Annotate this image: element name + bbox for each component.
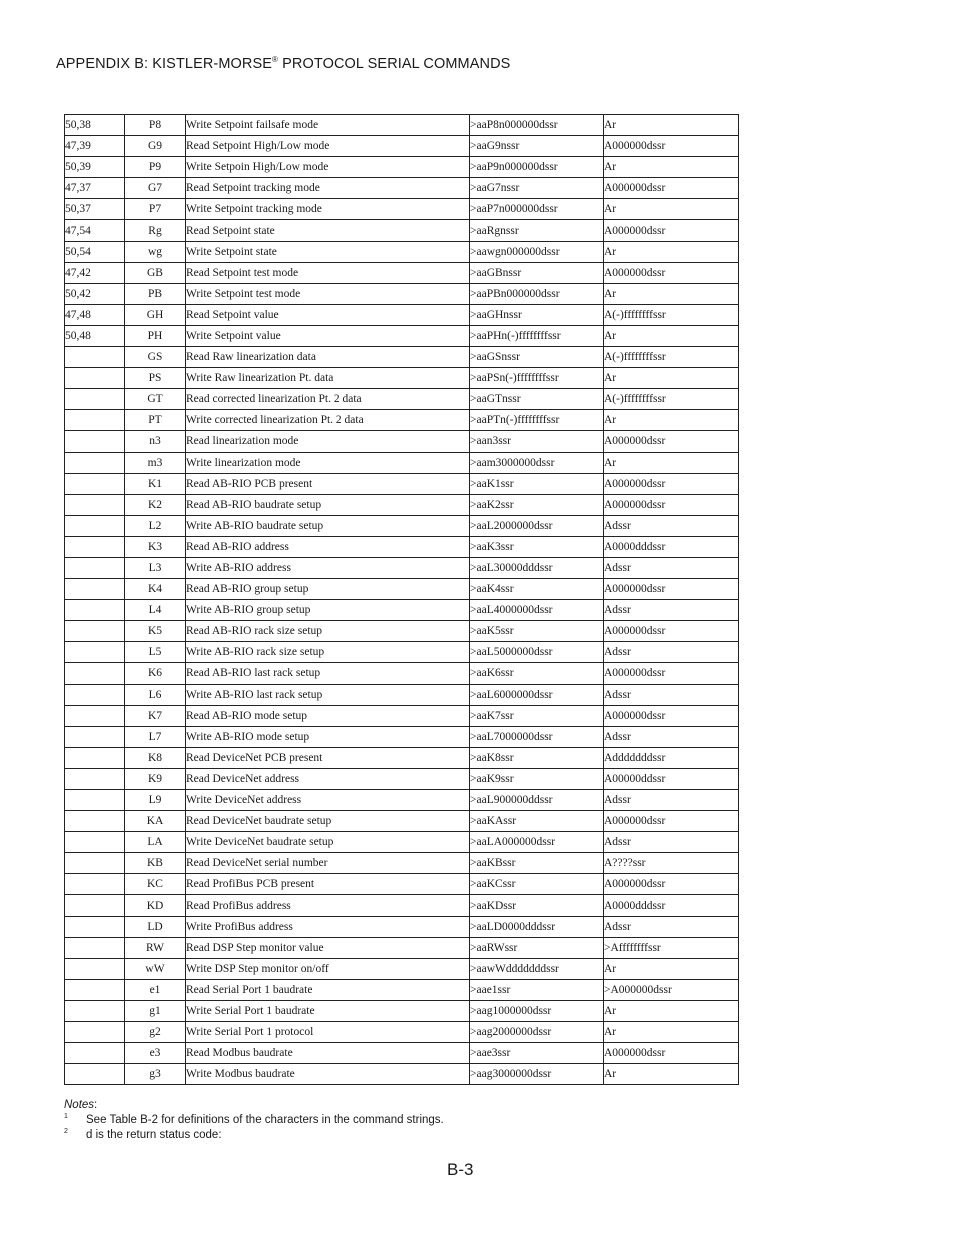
description-cell: Read linearization mode <box>186 431 470 452</box>
response-cell: A000000dssr <box>604 473 739 494</box>
register-cell: 47,54 <box>65 220 125 241</box>
description-cell: Write DeviceNet baudrate setup <box>186 832 470 853</box>
command-code-cell: P8 <box>125 115 186 136</box>
register-cell <box>65 663 125 684</box>
table-row <box>65 241 739 262</box>
command-code-cell: K4 <box>125 579 186 600</box>
response-cell: >A000000dssr <box>604 979 739 1000</box>
table-row <box>65 452 739 473</box>
response-cell: A000000dssr <box>604 494 739 515</box>
command-code-cell: wW <box>125 958 186 979</box>
description-cell: Read Setpoint High/Low mode <box>186 136 470 157</box>
register-cell <box>65 452 125 473</box>
command-string-cell: >aag3000000dssr <box>470 1064 604 1085</box>
command-string-cell: >aaLA000000dssr <box>470 832 604 853</box>
table-row <box>65 368 739 389</box>
description-cell: Read Setpoint value <box>186 304 470 325</box>
description-cell: Write AB-RIO last rack setup <box>186 684 470 705</box>
command-string-cell: >aaPTn(-)ffffffffssr <box>470 410 604 431</box>
note-text: See Table B-2 for definitions of the characters in the command strings. <box>86 1114 444 1126</box>
command-code-cell: L2 <box>125 515 186 536</box>
table-row <box>65 431 739 452</box>
command-code-cell: K8 <box>125 747 186 768</box>
table-row <box>65 1000 739 1021</box>
table-row <box>65 642 739 663</box>
command-string-cell: >aaGBnssr <box>470 262 604 283</box>
command-code-cell: KA <box>125 811 186 832</box>
table-row <box>65 621 739 642</box>
description-cell: Read Raw linearization data <box>186 347 470 368</box>
response-cell: A000000dssr <box>604 262 739 283</box>
description-cell: Read Setpoint test mode <box>186 262 470 283</box>
register-cell <box>65 1043 125 1064</box>
command-string-cell: >aag1000000dssr <box>470 1000 604 1021</box>
response-cell: A000000dssr <box>604 705 739 726</box>
register-cell: 50,38 <box>65 115 125 136</box>
description-cell: Read AB-RIO rack size setup <box>186 621 470 642</box>
response-cell: Ar <box>604 452 739 473</box>
table-row <box>65 136 739 157</box>
table-row <box>65 1043 739 1064</box>
command-code-cell: K7 <box>125 705 186 726</box>
table-row <box>65 515 739 536</box>
command-string-cell: >aaL6000000dssr <box>470 684 604 705</box>
notes-title-colon: : <box>94 1099 98 1111</box>
response-cell: Ar <box>604 1000 739 1021</box>
register-cell <box>65 811 125 832</box>
table-row <box>65 347 739 368</box>
notes <box>64 1098 444 1143</box>
response-cell: Ar <box>604 283 739 304</box>
command-code-cell: GS <box>125 347 186 368</box>
command-string-cell: >aaGHnssr <box>470 304 604 325</box>
table-row <box>65 768 739 789</box>
table-row <box>65 220 739 241</box>
header-title-rest: PROTOCOL SERIAL COMMANDS <box>278 55 511 72</box>
command-code-cell: K3 <box>125 536 186 557</box>
command-string-cell: >aaPSn(-)ffffffffssr <box>470 368 604 389</box>
register-cell <box>65 874 125 895</box>
response-cell: Ar <box>604 199 739 220</box>
table-row <box>65 916 739 937</box>
command-string-cell: >aaRWssr <box>470 937 604 958</box>
table-row <box>65 473 739 494</box>
table-row <box>65 304 739 325</box>
table-row <box>65 1064 739 1085</box>
command-code-cell: KC <box>125 874 186 895</box>
command-string-cell: >aaG7nssr <box>470 178 604 199</box>
command-code-cell: G7 <box>125 178 186 199</box>
register-cell <box>65 410 125 431</box>
command-string-cell: >aawWdddddddssr <box>470 958 604 979</box>
response-cell: Adssr <box>604 790 739 811</box>
description-cell: Read DSP Step monitor value <box>186 937 470 958</box>
description-cell: Read DeviceNet baudrate setup <box>186 811 470 832</box>
command-code-cell: e1 <box>125 979 186 1000</box>
command-table <box>64 114 739 1085</box>
command-code-cell: GH <box>125 304 186 325</box>
table-row <box>65 832 739 853</box>
register-cell <box>65 368 125 389</box>
command-code-cell: P7 <box>125 199 186 220</box>
command-code-cell: KD <box>125 895 186 916</box>
table-row <box>65 663 739 684</box>
register-cell <box>65 473 125 494</box>
register-cell <box>65 895 125 916</box>
command-string-cell: >aaK7ssr <box>470 705 604 726</box>
response-cell: A0000dddssr <box>604 895 739 916</box>
description-cell: Read Setpoint state <box>186 220 470 241</box>
register-cell <box>65 1022 125 1043</box>
command-string-cell: >aaPHn(-)ffffffffssr <box>470 325 604 346</box>
command-code-cell: KB <box>125 853 186 874</box>
description-cell: Read DeviceNet address <box>186 768 470 789</box>
response-cell: Adddddddssr <box>604 747 739 768</box>
command-code-cell: RW <box>125 937 186 958</box>
command-string-cell: >aaG9nssr <box>470 136 604 157</box>
response-cell: Adssr <box>604 557 739 578</box>
description-cell: Write Setpoint tracking mode <box>186 199 470 220</box>
command-string-cell: >aae1ssr <box>470 979 604 1000</box>
register-cell <box>65 579 125 600</box>
register-cell: 50,54 <box>65 241 125 262</box>
table-row <box>65 684 739 705</box>
command-string-cell: >aaK5ssr <box>470 621 604 642</box>
command-string-cell: >aaLD0000dddssr <box>470 916 604 937</box>
command-code-cell: LA <box>125 832 186 853</box>
table-row <box>65 874 739 895</box>
command-string-cell: >aaRgnssr <box>470 220 604 241</box>
description-cell: Write Setpoint state <box>186 241 470 262</box>
table-row <box>65 283 739 304</box>
table-row <box>65 325 739 346</box>
description-cell: Write DSP Step monitor on/off <box>186 958 470 979</box>
register-cell: 50,37 <box>65 199 125 220</box>
response-cell: A0000dddssr <box>604 536 739 557</box>
description-cell: Read AB-RIO address <box>186 536 470 557</box>
table-row <box>65 705 739 726</box>
register-cell <box>65 958 125 979</box>
register-cell: 50,42 <box>65 283 125 304</box>
description-cell: Write Setpoint failsafe mode <box>186 115 470 136</box>
table-row <box>65 410 739 431</box>
description-cell: Read AB-RIO last rack setup <box>186 663 470 684</box>
command-code-cell: PB <box>125 283 186 304</box>
command-code-cell: g2 <box>125 1022 186 1043</box>
command-code-cell: L5 <box>125 642 186 663</box>
register-cell <box>65 684 125 705</box>
command-string-cell: >aaKCssr <box>470 874 604 895</box>
command-string-cell: >aaL30000dddssr <box>470 557 604 578</box>
description-cell: Read AB-RIO baudrate setup <box>186 494 470 515</box>
command-code-cell: L4 <box>125 600 186 621</box>
registered-mark: ® <box>272 55 279 64</box>
command-string-cell: >aam3000000dssr <box>470 452 604 473</box>
command-string-cell: >aaKBssr <box>470 853 604 874</box>
command-string-cell: >aaK8ssr <box>470 747 604 768</box>
command-string-cell: >aaK9ssr <box>470 768 604 789</box>
description-cell: Read Modbus baudrate <box>186 1043 470 1064</box>
note-item <box>64 1113 444 1128</box>
response-cell: A000000dssr <box>604 431 739 452</box>
table-row <box>65 979 739 1000</box>
register-cell <box>65 1000 125 1021</box>
register-cell <box>65 705 125 726</box>
register-cell <box>65 790 125 811</box>
description-cell: Write Setpoint value <box>186 325 470 346</box>
description-cell: Read Setpoint tracking mode <box>186 178 470 199</box>
response-cell: A000000dssr <box>604 220 739 241</box>
response-cell: A000000dssr <box>604 1043 739 1064</box>
table-row <box>65 115 739 136</box>
response-cell: Ar <box>604 1022 739 1043</box>
response-cell: Ar <box>604 368 739 389</box>
command-string-cell: >aaL900000ddssr <box>470 790 604 811</box>
command-string-cell: >aaK3ssr <box>470 536 604 557</box>
command-code-cell: n3 <box>125 431 186 452</box>
command-string-cell: >aaP9n000000dssr <box>470 157 604 178</box>
response-cell: A000000dssr <box>604 178 739 199</box>
response-cell: Ar <box>604 325 739 346</box>
description-cell: Write Setpoin High/Low mode <box>186 157 470 178</box>
command-code-cell: L9 <box>125 790 186 811</box>
response-cell: Ar <box>604 410 739 431</box>
command-code-cell: m3 <box>125 452 186 473</box>
command-code-cell: PT <box>125 410 186 431</box>
response-cell: A000000dssr <box>604 579 739 600</box>
table-row <box>65 600 739 621</box>
table-row <box>65 389 739 410</box>
command-code-cell: L6 <box>125 684 186 705</box>
register-cell <box>65 557 125 578</box>
description-cell: Write AB-RIO group setup <box>186 600 470 621</box>
description-cell: Read AB-RIO PCB present <box>186 473 470 494</box>
page-header <box>56 55 510 72</box>
description-cell: Read AB-RIO mode setup <box>186 705 470 726</box>
command-string-cell: >aaP7n000000dssr <box>470 199 604 220</box>
response-cell: Adssr <box>604 642 739 663</box>
command-string-cell: >aaL2000000dssr <box>470 515 604 536</box>
register-cell <box>65 726 125 747</box>
table-row <box>65 747 739 768</box>
register-cell: 47,42 <box>65 262 125 283</box>
command-code-cell: K2 <box>125 494 186 515</box>
response-cell: Ar <box>604 958 739 979</box>
register-cell <box>65 916 125 937</box>
description-cell: Read ProfiBus address <box>186 895 470 916</box>
description-cell: Read corrected linearization Pt. 2 data <box>186 389 470 410</box>
response-cell: A00000ddssr <box>604 768 739 789</box>
command-code-cell: wg <box>125 241 186 262</box>
register-cell <box>65 747 125 768</box>
response-cell: A000000dssr <box>604 621 739 642</box>
command-code-cell: K6 <box>125 663 186 684</box>
register-cell: 50,39 <box>65 157 125 178</box>
table-row <box>65 262 739 283</box>
response-cell: A????ssr <box>604 853 739 874</box>
response-cell: Adssr <box>604 726 739 747</box>
command-table-body <box>65 115 739 1085</box>
command-code-cell: K1 <box>125 473 186 494</box>
command-code-cell: LD <box>125 916 186 937</box>
description-cell: Write Serial Port 1 protocol <box>186 1022 470 1043</box>
command-code-cell: GT <box>125 389 186 410</box>
command-string-cell: >aae3ssr <box>470 1043 604 1064</box>
register-cell: 50,48 <box>65 325 125 346</box>
description-cell: Write AB-RIO baudrate setup <box>186 515 470 536</box>
command-string-cell: >aaK6ssr <box>470 663 604 684</box>
command-code-cell: g3 <box>125 1064 186 1085</box>
register-cell <box>65 536 125 557</box>
command-string-cell: >aaL4000000dssr <box>470 600 604 621</box>
table-row <box>65 199 739 220</box>
command-string-cell: >aaKAssr <box>470 811 604 832</box>
description-cell: Write Serial Port 1 baudrate <box>186 1000 470 1021</box>
table-row <box>65 811 739 832</box>
description-cell: Write Raw linearization Pt. data <box>186 368 470 389</box>
description-cell: Write AB-RIO address <box>186 557 470 578</box>
response-cell: Adssr <box>604 916 739 937</box>
command-string-cell: >aaP8n000000dssr <box>470 115 604 136</box>
description-cell: Read ProfiBus PCB present <box>186 874 470 895</box>
register-cell: 47,48 <box>65 304 125 325</box>
command-code-cell: K5 <box>125 621 186 642</box>
description-cell: Write corrected linearization Pt. 2 data <box>186 410 470 431</box>
response-cell: A(-)ffffffffssr <box>604 304 739 325</box>
command-code-cell: L7 <box>125 726 186 747</box>
header-title: APPENDIX B: KISTLER-MORSE <box>56 55 273 72</box>
table-row <box>65 157 739 178</box>
table-row <box>65 536 739 557</box>
response-cell: A000000dssr <box>604 811 739 832</box>
note-marker: 2 <box>64 1128 68 1135</box>
command-string-cell: >aaGTnssr <box>470 389 604 410</box>
command-string-cell: >aaL7000000dssr <box>470 726 604 747</box>
description-cell: Write AB-RIO rack size setup <box>186 642 470 663</box>
page-number: B-3 <box>447 1160 474 1179</box>
table-row <box>65 494 739 515</box>
table-row <box>65 178 739 199</box>
command-string-cell: >aawgn000000dssr <box>470 241 604 262</box>
description-cell: Write AB-RIO mode setup <box>186 726 470 747</box>
note-marker: 1 <box>64 1113 68 1120</box>
command-string-cell: >aag2000000dssr <box>470 1022 604 1043</box>
command-code-cell: g1 <box>125 1000 186 1021</box>
description-cell: Read AB-RIO group setup <box>186 579 470 600</box>
command-code-cell: P9 <box>125 157 186 178</box>
command-code-cell: e3 <box>125 1043 186 1064</box>
response-cell: >Affffffffssr <box>604 937 739 958</box>
response-cell: Adssr <box>604 832 739 853</box>
response-cell: A000000dssr <box>604 663 739 684</box>
register-cell <box>65 621 125 642</box>
command-string-cell: >aaGSnssr <box>470 347 604 368</box>
response-cell: A(-)ffffffffssr <box>604 347 739 368</box>
register-cell <box>65 979 125 1000</box>
register-cell <box>65 768 125 789</box>
command-string-cell: >aaK4ssr <box>470 579 604 600</box>
response-cell: Adssr <box>604 515 739 536</box>
command-string-cell: >aaL5000000dssr <box>470 642 604 663</box>
command-string-cell: >aaK1ssr <box>470 473 604 494</box>
command-code-cell: K9 <box>125 768 186 789</box>
notes-title: Notes <box>64 1099 95 1111</box>
command-code-cell: PH <box>125 325 186 346</box>
description-cell: Write DeviceNet address <box>186 790 470 811</box>
register-cell <box>65 937 125 958</box>
register-cell <box>65 832 125 853</box>
table-row <box>65 726 739 747</box>
response-cell: A000000dssr <box>604 136 739 157</box>
register-cell <box>65 853 125 874</box>
description-cell: Read DeviceNet PCB present <box>186 747 470 768</box>
response-cell: Adssr <box>604 684 739 705</box>
command-string-cell: >aaPBn000000dssr <box>470 283 604 304</box>
description-cell: Write Setpoint test mode <box>186 283 470 304</box>
table-row <box>65 1022 739 1043</box>
command-string-cell: >aaK2ssr <box>470 494 604 515</box>
register-cell <box>65 515 125 536</box>
response-cell: Ar <box>604 115 739 136</box>
register-cell: 47,37 <box>65 178 125 199</box>
command-code-cell: PS <box>125 368 186 389</box>
response-cell: Ar <box>604 1064 739 1085</box>
note-item <box>64 1128 444 1143</box>
register-cell <box>65 347 125 368</box>
register-cell <box>65 600 125 621</box>
response-cell: A000000dssr <box>604 874 739 895</box>
register-cell <box>65 1064 125 1085</box>
table-row <box>65 790 739 811</box>
command-code-cell: GB <box>125 262 186 283</box>
response-cell: Ar <box>604 241 739 262</box>
command-code-cell: L3 <box>125 557 186 578</box>
response-cell: Adssr <box>604 600 739 621</box>
table-row <box>65 579 739 600</box>
response-cell: A(-)ffffffffssr <box>604 389 739 410</box>
table-row <box>65 557 739 578</box>
command-string-cell: >aan3ssr <box>470 431 604 452</box>
register-cell <box>65 389 125 410</box>
command-code-cell: Rg <box>125 220 186 241</box>
register-cell <box>65 494 125 515</box>
description-cell: Read Serial Port 1 baudrate <box>186 979 470 1000</box>
register-cell: 47,39 <box>65 136 125 157</box>
command-code-cell: G9 <box>125 136 186 157</box>
table-row <box>65 895 739 916</box>
table-row <box>65 937 739 958</box>
table-row <box>65 853 739 874</box>
description-cell: Write ProfiBus address <box>186 916 470 937</box>
response-cell: Ar <box>604 157 739 178</box>
description-cell: Write linearization mode <box>186 452 470 473</box>
register-cell <box>65 642 125 663</box>
command-string-cell: >aaKDssr <box>470 895 604 916</box>
table-row <box>65 958 739 979</box>
note-text: d is the return status code: <box>86 1129 222 1141</box>
description-cell: Read DeviceNet serial number <box>186 853 470 874</box>
description-cell: Write Modbus baudrate <box>186 1064 470 1085</box>
register-cell <box>65 431 125 452</box>
